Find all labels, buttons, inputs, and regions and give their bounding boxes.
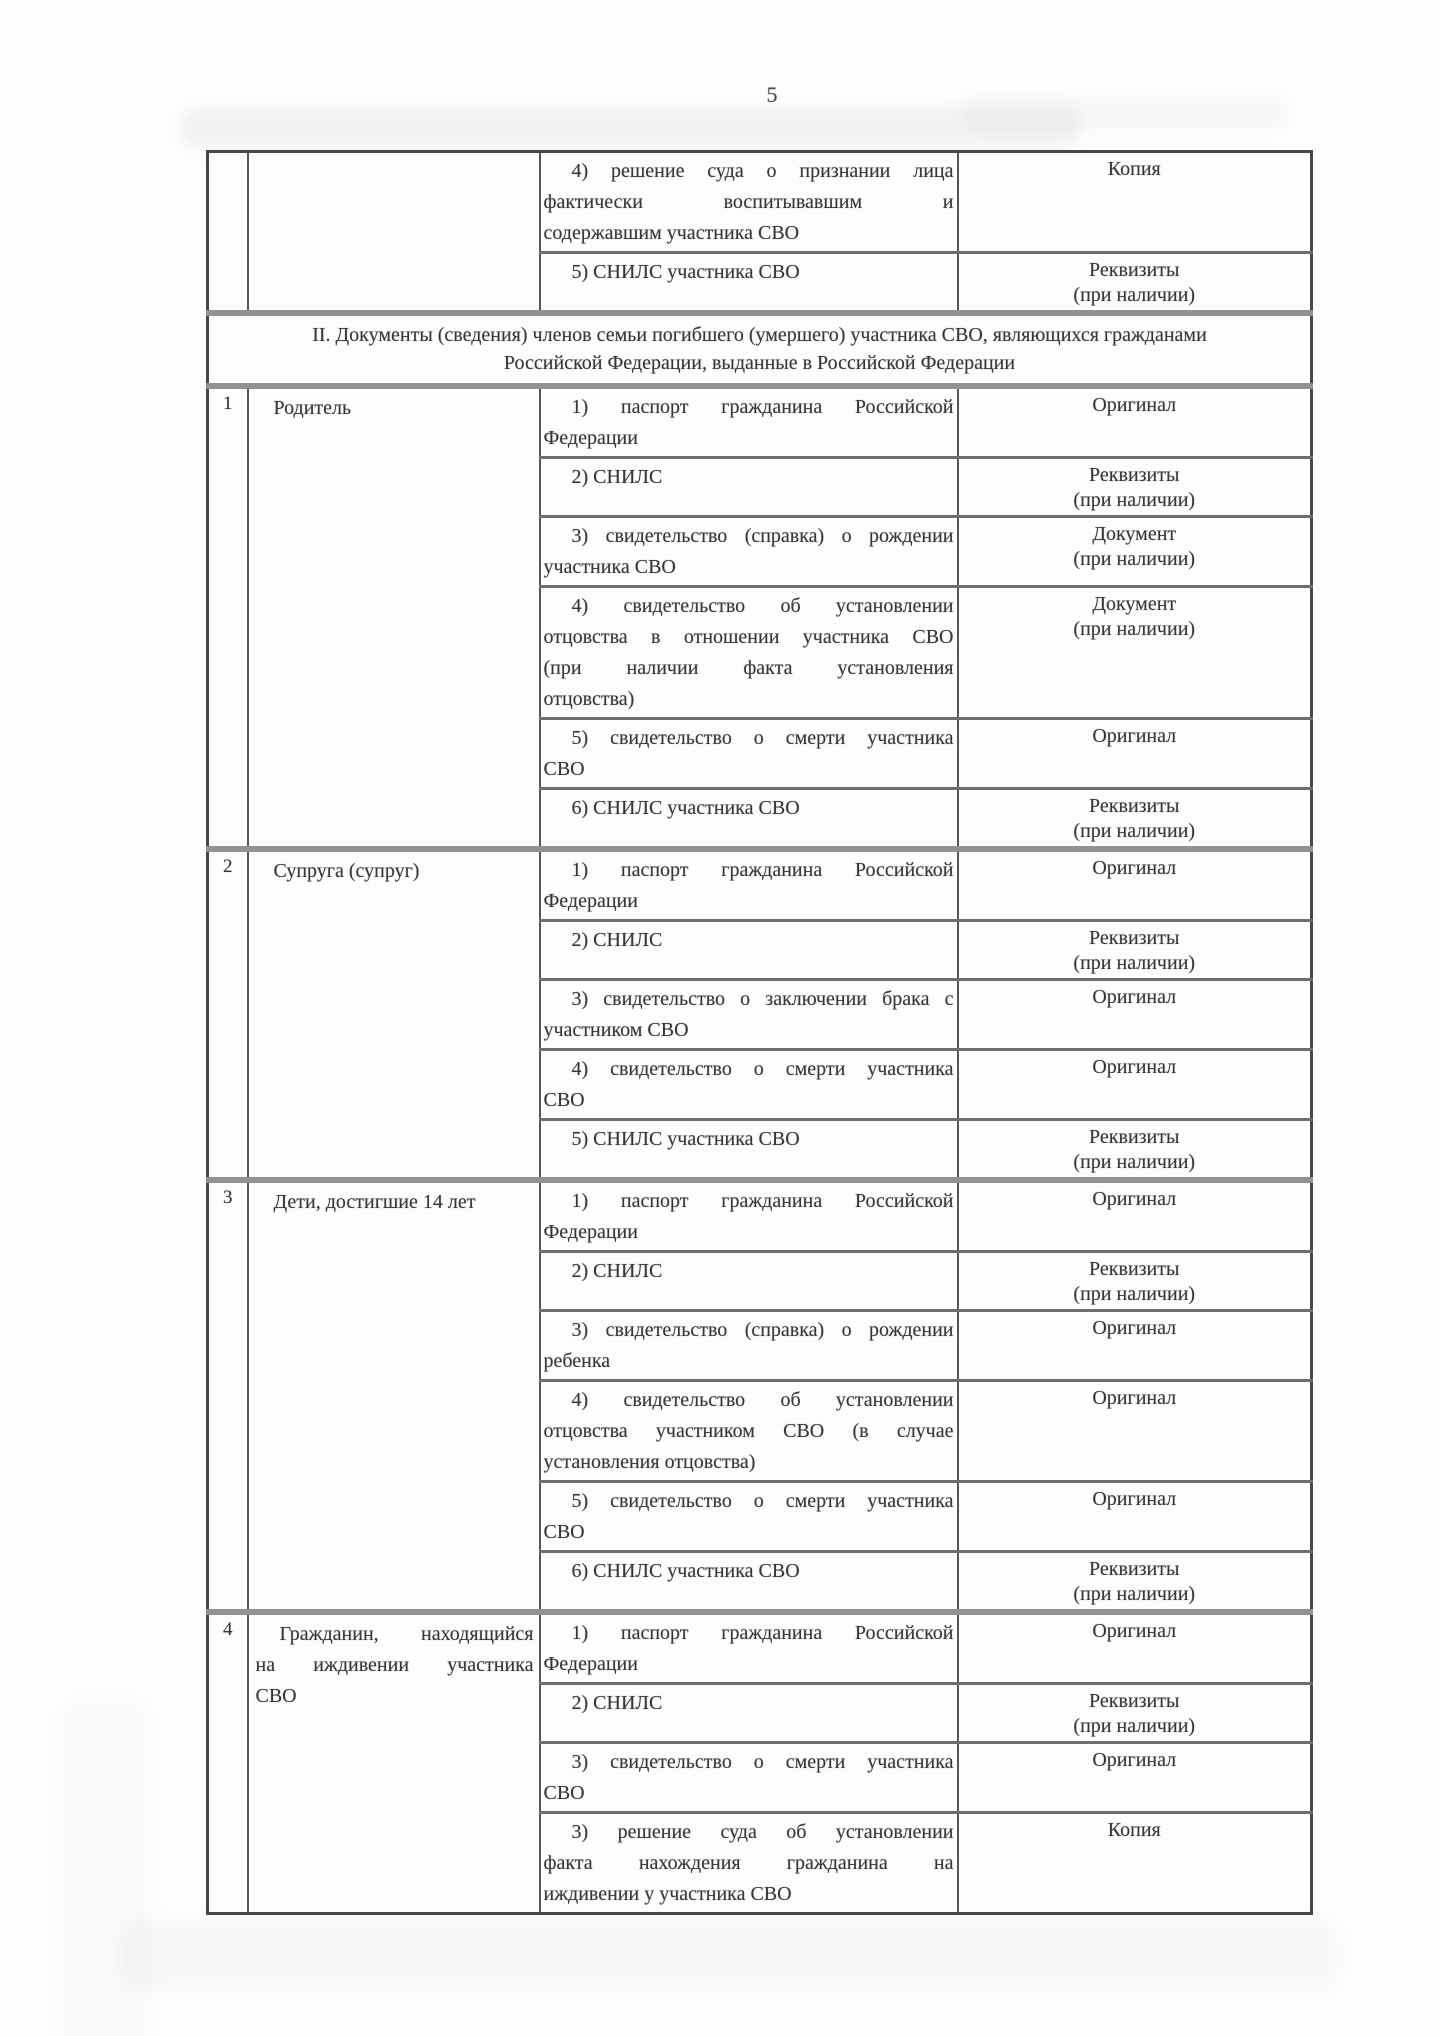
doc-line: 2) СНИЛС (571, 466, 663, 488)
document-cell (540, 458, 958, 517)
doc-line: 1) паспорт гражданина Российской (571, 1622, 954, 1644)
doc-line: СВО (543, 1782, 585, 1804)
doc-line: содержавшим участника СВО (543, 222, 800, 244)
doc-line: отцовства) (543, 688, 635, 710)
section-header-row (208, 313, 1312, 386)
table-row (208, 849, 1312, 921)
document-cell (540, 1612, 958, 1684)
form-line: Оригинал (1092, 1488, 1177, 1510)
form-line: (при наличии) (1073, 489, 1196, 511)
form-line: Реквизиты (1089, 1558, 1180, 1580)
doc-line: 3) свидетельство о заключении брака с (571, 988, 954, 1010)
form-line: Реквизиты (1089, 1690, 1180, 1712)
form-line: (при наличии) (1073, 952, 1196, 974)
person-cell (248, 386, 540, 849)
document-cell (540, 719, 958, 789)
form-cell (958, 1684, 1312, 1743)
doc-line: 2) СНИЛС (571, 929, 663, 951)
doc-line: участника СВО (543, 556, 676, 578)
document-cell (540, 921, 958, 980)
doc-line: 2) СНИЛС (571, 1692, 663, 1714)
page-number: 5 (766, 82, 778, 107)
form-line: (при наличии) (1073, 618, 1196, 640)
doc-line: Федерации (543, 1221, 638, 1243)
form-cell (958, 1180, 1312, 1252)
document-cell (540, 1311, 958, 1381)
doc-line: иждивении у участника СВО (543, 1883, 792, 1905)
doc-line: отцовства участником СВО (в случае (543, 1420, 954, 1442)
form-line: Документ (1092, 523, 1177, 545)
form-cell (958, 152, 1312, 253)
scan-noise (120, 1920, 1340, 1990)
form-cell (958, 789, 1312, 850)
document-cell (540, 517, 958, 587)
doc-line: 3) свидетельство (справка) о рождении (571, 1319, 954, 1341)
form-cell (958, 1612, 1312, 1684)
doc-line: факта нахождения гражданина на (543, 1852, 954, 1874)
form-line: Реквизиты (1089, 259, 1180, 281)
document-cell (540, 849, 958, 921)
form-line: Оригинал (1092, 1387, 1177, 1409)
form-line: Оригинал (1092, 394, 1177, 416)
form-line: Оригинал (1092, 1749, 1177, 1771)
form-line: Копия (1107, 158, 1161, 180)
doc-line: 1) паспорт гражданина Российской (571, 396, 954, 418)
form-line: (при наличии) (1073, 1583, 1196, 1605)
scan-noise (960, 96, 1290, 130)
doc-line: Федерации (543, 1653, 638, 1675)
document-cell (540, 1552, 958, 1613)
document-cell (540, 1813, 958, 1914)
doc-line: 1) паспорт гражданина Российской (571, 1190, 954, 1212)
form-line: (при наличии) (1073, 548, 1196, 570)
document-cell (540, 1381, 958, 1482)
form-line: Реквизиты (1089, 927, 1180, 949)
doc-line: фактически воспитывавшим и (543, 191, 954, 213)
document-cell (540, 1180, 958, 1252)
form-cell (958, 1743, 1312, 1813)
person-line: на иждивении участника (255, 1654, 534, 1676)
form-line: Копия (1107, 1819, 1161, 1841)
form-cell (958, 517, 1312, 587)
row-number-cell: 2 (208, 849, 248, 1180)
row-number-cell: 4 (208, 1612, 248, 1914)
form-line: Оригинал (1092, 986, 1177, 1008)
doc-line: 2) СНИЛС (571, 1260, 663, 1282)
doc-line: 4) решение суда о признании лица (571, 160, 954, 182)
row-number-cell-empty (208, 152, 248, 314)
document-cell (540, 1120, 958, 1181)
form-line: Оригинал (1092, 1317, 1177, 1339)
doc-line: 4) свидетельство об установлении (571, 595, 954, 617)
document-cell (540, 386, 958, 458)
document-cell (540, 1252, 958, 1311)
document-cell (540, 1743, 958, 1813)
doc-line: 1) паспорт гражданина Российской (571, 859, 954, 881)
document-cell (540, 980, 958, 1050)
form-line: Оригинал (1092, 1620, 1177, 1642)
person-cell (248, 1180, 540, 1612)
doc-line: ребенка (543, 1350, 611, 1372)
document-cell (540, 1482, 958, 1552)
form-cell (958, 921, 1312, 980)
form-cell (958, 980, 1312, 1050)
form-cell (958, 587, 1312, 719)
form-cell (958, 1252, 1312, 1311)
doc-line: 4) свидетельство об установлении (571, 1389, 954, 1411)
person-cell (248, 849, 540, 1180)
document-cell (540, 587, 958, 719)
form-cell (958, 1120, 1312, 1181)
form-line: Реквизиты (1089, 464, 1180, 486)
doc-line: Федерации (543, 427, 638, 449)
table-row (208, 152, 1312, 253)
form-line: Реквизиты (1089, 1258, 1180, 1280)
doc-line: 5) СНИЛС участника СВО (571, 1128, 800, 1150)
section-header-line: II. Документы (сведения) членов семьи погибшего (умершего) участника СВО, являющихся гражданами (312, 324, 1207, 346)
doc-line: Федерации (543, 890, 638, 912)
table-row (208, 1180, 1312, 1252)
section-header-line: Российской Федерации, выданные в Российской Федерации (503, 352, 1016, 374)
doc-line: 5) СНИЛС участника СВО (571, 261, 800, 283)
person-line: СВО (255, 1685, 297, 1707)
document-cell (540, 1050, 958, 1120)
form-cell (958, 1552, 1312, 1613)
form-line: Документ (1092, 593, 1177, 615)
doc-line: установления отцовства) (543, 1451, 756, 1473)
doc-line: участником СВО (543, 1019, 689, 1041)
scan-noise (180, 108, 1080, 148)
form-cell (958, 458, 1312, 517)
document-cell (540, 1684, 958, 1743)
form-line: Оригинал (1092, 857, 1177, 879)
document-table (206, 150, 1313, 1915)
doc-line: СВО (543, 1521, 585, 1543)
doc-line: 4) свидетельство о смерти участника (571, 1058, 954, 1080)
form-line: (при наличии) (1073, 1715, 1196, 1737)
scan-noise (60, 1700, 150, 2036)
doc-line: 6) СНИЛС участника СВО (571, 797, 800, 819)
form-line: Реквизиты (1089, 795, 1180, 817)
form-cell (958, 1050, 1312, 1120)
person-line: Родитель (273, 397, 352, 419)
doc-line: 5) свидетельство о смерти участника (571, 1490, 954, 1512)
form-line: (при наличии) (1073, 284, 1196, 306)
form-cell (958, 1482, 1312, 1552)
doc-line: 3) свидетельство о смерти участника (571, 1751, 954, 1773)
form-line: Оригинал (1092, 725, 1177, 747)
person-line: Гражданин, находящийся (279, 1623, 534, 1645)
person-cell-empty (248, 152, 540, 314)
doc-line: 3) свидетельство (справка) о рождении (571, 525, 954, 547)
document-cell (540, 253, 958, 314)
person-cell (248, 1612, 540, 1914)
table-row (208, 386, 1312, 458)
form-cell (958, 253, 1312, 314)
document-cell (540, 152, 958, 253)
form-cell (958, 1311, 1312, 1381)
form-line: Оригинал (1092, 1056, 1177, 1078)
form-cell (958, 849, 1312, 921)
form-line: (при наличии) (1073, 1283, 1196, 1305)
form-line: (при наличии) (1073, 1151, 1196, 1173)
section-header-cell (208, 313, 1312, 386)
form-line: Оригинал (1092, 1188, 1177, 1210)
document-cell (540, 789, 958, 850)
row-number-cell: 3 (208, 1180, 248, 1612)
form-cell (958, 719, 1312, 789)
doc-line: СВО (543, 1089, 585, 1111)
doc-line: (при наличии факта установления (543, 657, 954, 679)
form-line: Реквизиты (1089, 1126, 1180, 1148)
doc-line: 3) решение суда об установлении (571, 1821, 954, 1843)
form-cell (958, 386, 1312, 458)
form-cell (958, 1813, 1312, 1914)
person-line: Супруга (супруг) (273, 860, 420, 882)
doc-line: 6) СНИЛС участника СВО (571, 1560, 800, 1582)
doc-line: 5) свидетельство о смерти участника (571, 727, 954, 749)
doc-line: СВО (543, 758, 585, 780)
person-line: Дети, достигшие 14 лет (273, 1191, 476, 1213)
doc-line: отцовства в отношении участника СВО (543, 626, 954, 648)
form-line: (при наличии) (1073, 820, 1196, 842)
form-cell (958, 1381, 1312, 1482)
table-row (208, 1612, 1312, 1684)
row-number-cell: 1 (208, 386, 248, 849)
